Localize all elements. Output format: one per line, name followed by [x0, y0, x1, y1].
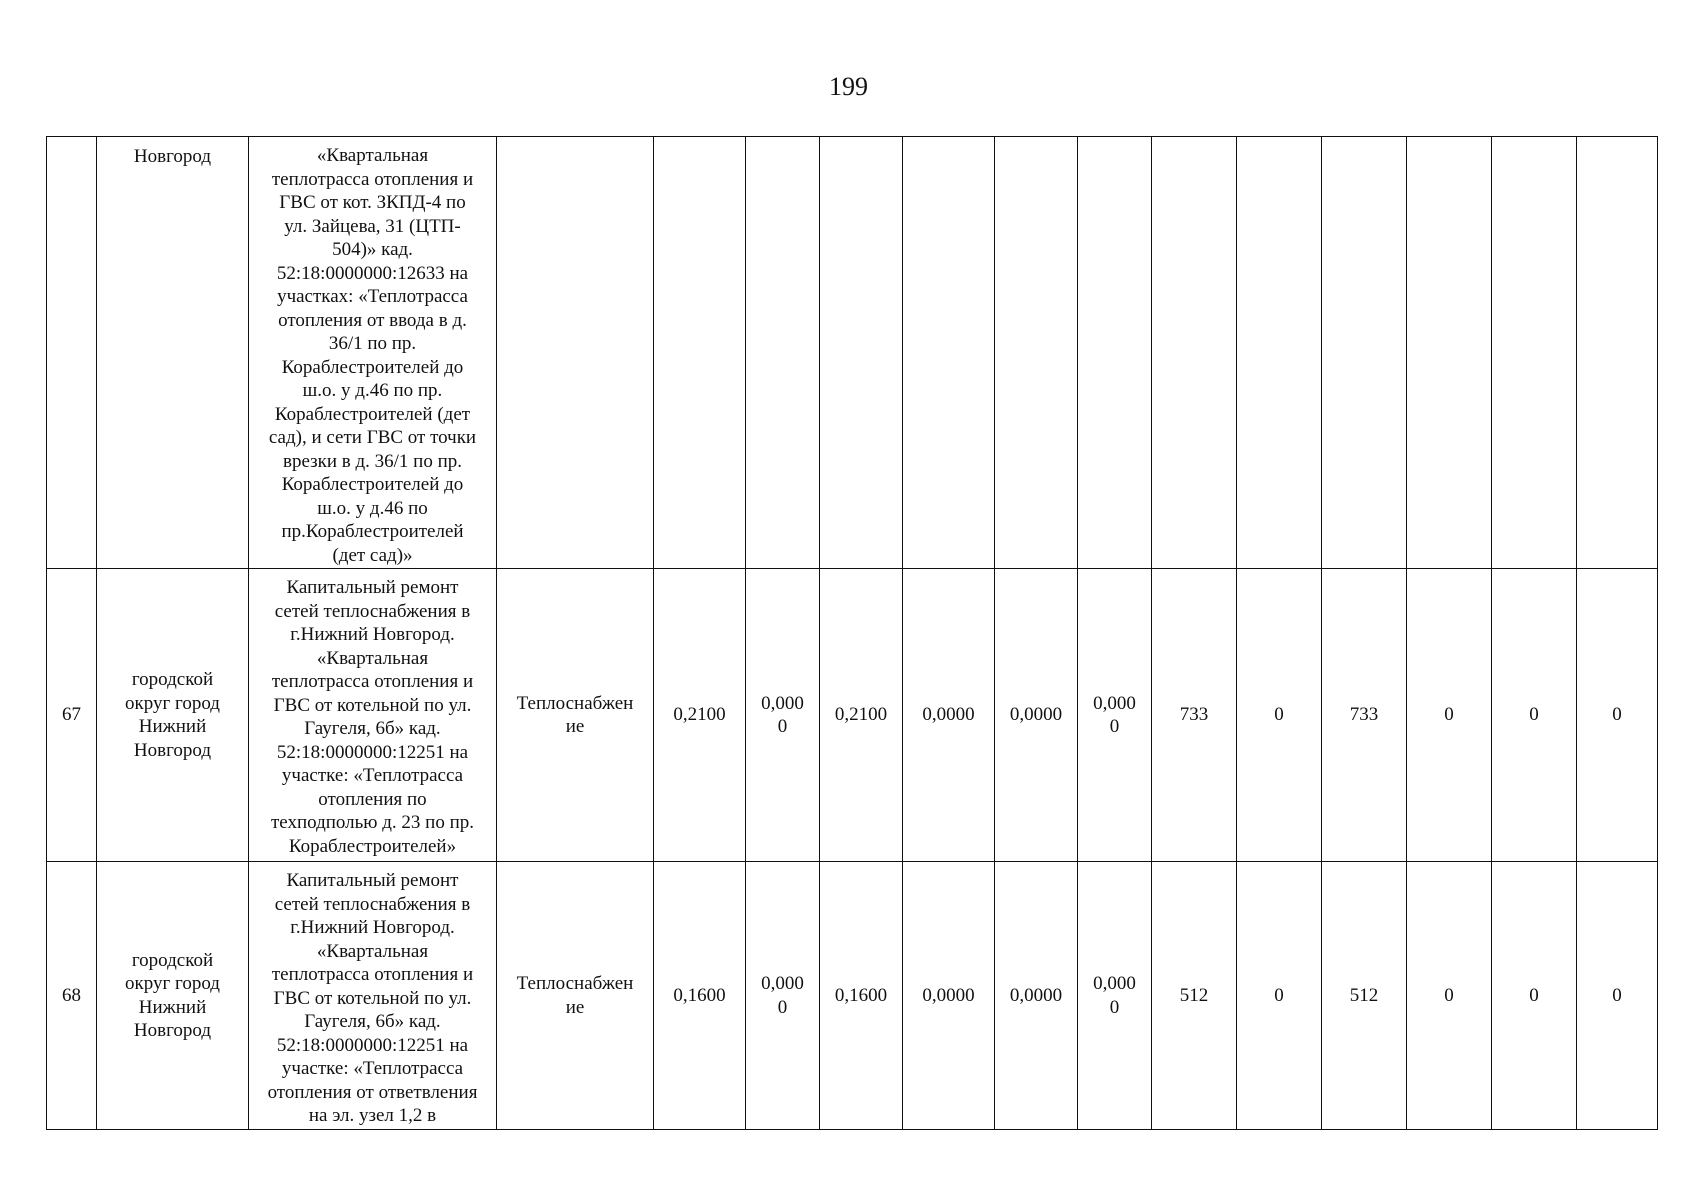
value-cell: 0: [1577, 862, 1658, 1130]
value-cell: 0,2100: [820, 569, 903, 862]
district-cell: городской округ город Нижний Новгород: [97, 569, 249, 862]
value-cell: [820, 137, 903, 569]
table-row: [47, 569, 1658, 862]
value-cell: 0,000 0: [1078, 569, 1152, 862]
district-cell: Новгород: [97, 137, 249, 569]
value-cell: 733: [1152, 569, 1237, 862]
value-cell: [1152, 137, 1237, 569]
description-cell: «Квартальная теплотрасса отопления и ГВС от кот. ЗКПД-4 по ул. Зайцева, 31 (ЦТП- 504)» кад. 52:18:0000000:12633 на участках: «Теплотрасса отопления от ввода в д. 36/1 по пр. Кораблестроителей до ш.о. у д.46 по пр. Кораблестроителей (дет сад), и сети ГВС от точки врезки в д. 36/1 по пр. Кораблестроителей до ш.о. у д.46 по пр.Кораблестроителей (дет сад)»: [249, 137, 497, 569]
category-cell: [497, 137, 654, 569]
page-number: 199: [829, 72, 868, 101]
value-cell: 0,0000: [995, 569, 1078, 862]
data-table: [46, 136, 1658, 1130]
value-cell: [654, 137, 746, 569]
value-cell: [1407, 137, 1492, 569]
value-cell: 0,000 0: [1078, 862, 1152, 1130]
value-cell: [903, 137, 995, 569]
value-cell: 0: [1407, 862, 1492, 1130]
value-cell: [1322, 137, 1407, 569]
value-cell: 0: [1237, 569, 1322, 862]
value-cell: 0: [1492, 862, 1577, 1130]
value-cell: 0,000 0: [746, 569, 820, 862]
value-cell: 512: [1152, 862, 1237, 1130]
value-cell: [995, 137, 1078, 569]
description-cell: Капитальный ремонт сетей теплоснабжения в г.Нижний Новгород. «Квартальная теплотрасса отопления и ГВС от котельной по ул. Гаугеля, 6б» кад. 52:18:0000000:12251 на участке: «Теплотрасса отопления по техподполью д. 23 по пр. Кораблестроителей»: [249, 569, 497, 862]
value-cell: [1078, 137, 1152, 569]
category-cell: Теплоснабжен ие: [497, 862, 654, 1130]
row-number-cell: [47, 137, 97, 569]
value-cell: [1492, 137, 1577, 569]
category-cell: Теплоснабжен ие: [497, 569, 654, 862]
value-cell: 0: [1407, 569, 1492, 862]
district-cell: городской округ город Нижний Новгород: [97, 862, 249, 1130]
value-cell: 0: [1237, 862, 1322, 1130]
description-cell: Капитальный ремонт сетей теплоснабжения в г.Нижний Новгород. «Квартальная теплотрасса отопления и ГВС от котельной по ул. Гаугеля, 6б» кад. 52:18:0000000:12251 на участке: «Теплотрасса отопления от ответвления на эл. узел 1,2 в: [249, 862, 497, 1130]
value-cell: 0,0000: [903, 862, 995, 1130]
value-cell: [1577, 137, 1658, 569]
value-cell: [1237, 137, 1322, 569]
row-number-cell: 68: [47, 862, 97, 1130]
table-row: [47, 137, 1658, 569]
value-cell: [746, 137, 820, 569]
value-cell: 733: [1322, 569, 1407, 862]
value-cell: 0,1600: [654, 862, 746, 1130]
value-cell: 0,2100: [654, 569, 746, 862]
value-cell: 0,0000: [903, 569, 995, 862]
value-cell: 0,1600: [820, 862, 903, 1130]
table-row: [47, 862, 1658, 1130]
value-cell: 0,000 0: [746, 862, 820, 1130]
value-cell: 0,0000: [995, 862, 1078, 1130]
value-cell: 0: [1492, 569, 1577, 862]
value-cell: 512: [1322, 862, 1407, 1130]
value-cell: 0: [1577, 569, 1658, 862]
row-number-cell: 67: [47, 569, 97, 862]
